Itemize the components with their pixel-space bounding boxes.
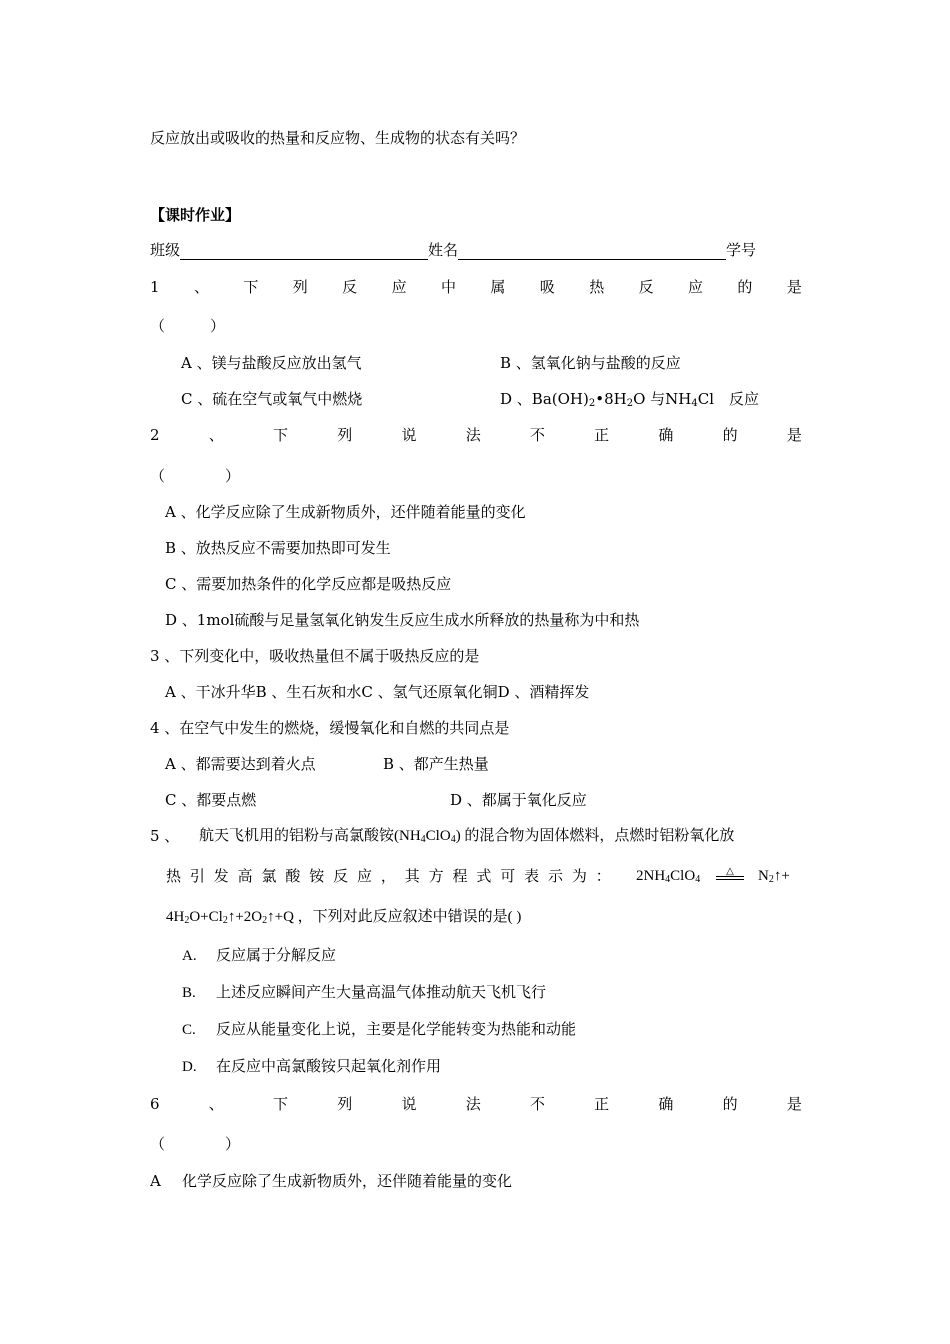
q2-paren: （ ） — [150, 467, 241, 485]
q1-option-c: C 、硫在空气或氧气中燃烧 — [181, 390, 363, 408]
q6-stem-char: 法 — [465, 1095, 481, 1113]
q1-stem-char: 热 — [589, 278, 605, 296]
q6-stem-char: 正 — [594, 1095, 610, 1113]
id-label: 学号 — [726, 241, 757, 259]
q2-stem-char: 说 — [401, 426, 417, 444]
q2-option-b: B 、放热反应不需要加热即可发生 — [165, 539, 391, 557]
q1-option-b: B 、氢氧化钠与盐酸的反应 — [500, 354, 681, 372]
class-blank[interactable] — [180, 243, 428, 260]
q5-line2-char: 表 — [524, 867, 540, 885]
q6-stem-char: 是 — [786, 1095, 802, 1113]
q1-stem-char: 1 — [150, 278, 160, 296]
class-label: 班级 — [150, 241, 181, 259]
q5-line2-char: 铵 — [309, 867, 325, 885]
q2-option-c: C 、需要加热条件的化学反应都是吸热反应 — [165, 575, 452, 593]
q5-line2-char: ： — [595, 867, 611, 885]
q5-equation-left: $2NH_4ClO_4$ — [636, 868, 701, 885]
q2-stem-char: 是 — [786, 426, 802, 444]
q1-option-a: A 、镁与盐酸反应放出氢气 — [181, 354, 362, 372]
name-blank[interactable] — [458, 243, 726, 260]
q5-option-a: A. 反应属于分解反应 — [182, 946, 337, 964]
q5-line2-char: ， — [380, 867, 396, 885]
q6-stem — [150, 1094, 802, 1114]
q4-option-a: A 、都需要达到着火点 — [165, 755, 316, 773]
q2-stem-char: 不 — [529, 426, 545, 444]
q5-line2-char: 可 — [500, 867, 516, 885]
q2-stem-char: 下 — [273, 426, 289, 444]
q6-stem-char: 列 — [337, 1095, 353, 1113]
q5-line2-char: 氯 — [261, 867, 277, 885]
q2-stem-char: 、 — [208, 426, 224, 444]
q6-stem-char: 不 — [529, 1095, 545, 1113]
q5-equation-right: $N_2↑+$ — [758, 868, 790, 885]
q1-stem-char: 反 — [342, 278, 358, 296]
q3-stem: 3 、下列变化中，吸收热量但不属于吸热反应的是 — [150, 647, 480, 665]
q1-stem-char: 是 — [786, 278, 802, 296]
q5-line2-char: 发 — [213, 867, 229, 885]
q6-stem-char: 、 — [208, 1095, 224, 1113]
q4-option-b: B 、都产生热量 — [383, 755, 489, 773]
name-label: 姓名 — [428, 241, 459, 259]
q1-stem-char: 应 — [688, 278, 704, 296]
q2-stem-char: 2 — [150, 426, 160, 444]
q4-option-d: D 、都属于氧化反应 — [450, 791, 587, 809]
intro-question: 反应放出或吸收的热量和反应物、生成物的状态有关吗？ — [150, 129, 526, 147]
q4-option-c: C 、都要点燃 — [165, 791, 257, 809]
q6-stem-char: 下 — [273, 1095, 289, 1113]
q1-stem-char: 下 — [243, 278, 259, 296]
q5-line2-char: 为 — [571, 867, 587, 885]
heating-condition-symbol: △ — [716, 866, 744, 886]
q5-line2-char: 高 — [237, 867, 253, 885]
q2-option-a: A 、化学反应除了生成新物质外，还伴随着能量的变化 — [165, 503, 526, 521]
q5-option-b: B. 上述反应瞬间产生大量高温气体推动航天飞机飞行 — [182, 983, 547, 1001]
q2-stem-char: 列 — [337, 426, 353, 444]
q3-options: A 、干冰升华B 、生石灰和水C 、氢气还原氧化铜D 、酒精挥发 — [165, 683, 590, 701]
q5-option-d: D. 在反应中高氯酸铵只起氧化剂作用 — [182, 1057, 442, 1075]
q5-line2-char: 引 — [189, 867, 205, 885]
q1-option-d: D 、$Ba(OH)_2•8H_2O$ 与$NH_4Cl$ 反应 — [500, 390, 760, 409]
q5-line2-char: 应 — [357, 867, 373, 885]
q5-line2-char: 酸 — [285, 867, 301, 885]
q5-line2-char: 方 — [428, 867, 444, 885]
q4-stem: 4 、在空气中发生的燃烧，缓慢氧化和自燃的共同点是 — [150, 719, 510, 737]
q2-stem-char: 法 — [465, 426, 481, 444]
student-info-row — [150, 240, 756, 260]
q1-stem — [150, 277, 802, 297]
q1-stem-char: 吸 — [539, 278, 555, 296]
q5-option-c: C. 反应从能量变化上说，主要是化学能转变为热能和动能 — [182, 1020, 577, 1038]
q5-stem-line2 — [166, 866, 611, 886]
q5-line2-char: 其 — [404, 867, 420, 885]
q1-stem-char: 中 — [440, 278, 456, 296]
q6-stem-char: 说 — [401, 1095, 417, 1113]
q6-stem-char: 确 — [658, 1095, 674, 1113]
q2-stem — [150, 425, 802, 445]
q5-line2-char: 程 — [452, 867, 468, 885]
q6-option-a: A 化学反应除了生成新物质外，还伴随着能量的变化 — [150, 1172, 513, 1190]
q5-stem-line1: 航天飞机用的铝粉与高氯酸铵$(NH_4ClO_4)$ 的混合物为固体燃料，点燃时铝粉氧化放 — [199, 828, 735, 845]
q1-stem-char: 、 — [193, 278, 209, 296]
q5-line2-char: 示 — [548, 867, 564, 885]
q6-stem-char: 6 — [150, 1095, 160, 1113]
q2-stem-char: 确 — [658, 426, 674, 444]
q6-paren: （ ） — [150, 1135, 241, 1153]
section-title: 【课时作业】 — [150, 206, 241, 224]
q1-stem-char: 列 — [292, 278, 308, 296]
q5-line2-char: 式 — [476, 867, 492, 885]
q5-stem-line3: $4H_2O+Cl_2↑+2O_2↑+Q$ ，下列对此反应叙述中错误的是( ) — [166, 909, 522, 926]
q2-stem-char: 正 — [594, 426, 610, 444]
q5-line2-char: 反 — [333, 867, 349, 885]
q1-stem-char: 属 — [490, 278, 506, 296]
q2-stem-char: 的 — [722, 426, 738, 444]
q1-stem-char: 反 — [638, 278, 654, 296]
q6-stem-char: 的 — [722, 1095, 738, 1113]
q5-number: 5 、 — [150, 827, 180, 845]
q1-stem-char: 的 — [737, 278, 753, 296]
q2-option-d: D 、1mol硫酸与足量氢氧化钠发生反应生成水所释放的热量称为中和热 — [165, 611, 640, 629]
q5-line2-char: 热 — [166, 867, 182, 885]
q1-stem-char: 应 — [391, 278, 407, 296]
q1-paren: （ ） — [150, 317, 226, 335]
